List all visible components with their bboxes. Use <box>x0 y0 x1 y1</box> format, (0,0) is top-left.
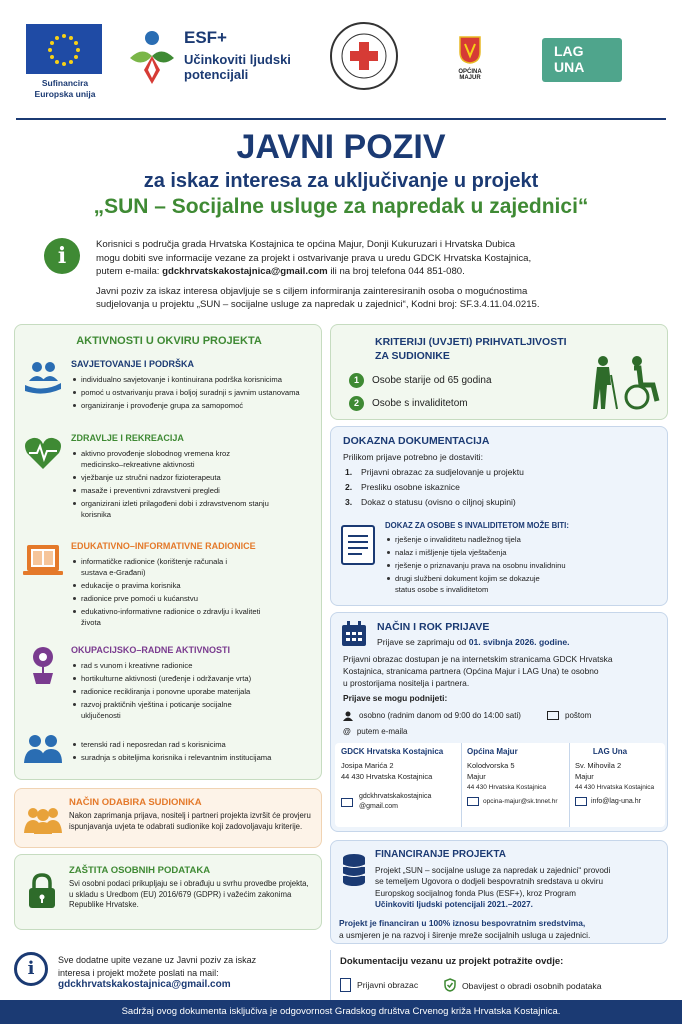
option-post: poštom <box>565 711 592 720</box>
option-person: osobno (radnim danom od 9:00 do 14:00 sati) <box>359 711 521 721</box>
footer-email[interactable]: gdckhrvatskakostajnica@gmail.com <box>58 979 231 990</box>
criteria-box <box>330 324 668 420</box>
info-icon: i <box>44 238 80 274</box>
mail-icon <box>341 798 353 807</box>
list-item: razvoj praktičnih vještina i poticanje socijalne uključenosti <box>71 699 251 721</box>
eu-caption: Sufinancira <box>41 78 89 88</box>
esf-flower-icon <box>122 28 182 90</box>
list-item: edukacije o pravima korisnika <box>71 580 317 591</box>
esf-subtitle: Učinkoviti ljudski <box>184 52 291 67</box>
lock-icon <box>27 873 57 914</box>
list-item: rješenje o priznavanju prava na osobnu invalidninu <box>385 560 661 571</box>
activities-heading: AKTIVNOSTI U OKVIRU PROJEKTA <box>76 335 262 347</box>
funding-box <box>330 840 668 944</box>
header-divider <box>16 118 666 120</box>
plant-pot-icon <box>25 645 61 690</box>
document-icon <box>340 978 351 992</box>
opcina-caption: OPĆINA <box>458 69 482 75</box>
funding-heading: FINANCIRANJE PROJEKTA <box>375 849 506 860</box>
mail-icon <box>547 711 559 720</box>
coins-icon <box>341 853 367 892</box>
esf-logo <box>122 28 182 90</box>
disclaimer-text: Sadržaj ovog dokumenta isključiva je odgovornost Gradskog društva Crvenog križa Hrvatska Kostajnica. <box>121 1006 561 1017</box>
funding-text: Učinkoviti ljudski potencijali 2021.–2027. <box>375 900 533 909</box>
deadline-text: Prijave se zaprimaju od <box>377 637 469 647</box>
criteria-heading: ZA SUDIONIKE <box>375 350 450 362</box>
funding-text: se temeljem Ugovora o dodjeli bespovratnih sredstava u okviru <box>375 877 604 886</box>
list-item: terenski rad i neposredan rad s korisnicima <box>71 739 317 750</box>
info-circle-icon: i <box>14 952 48 986</box>
list-item: pomoć u ostvarivanju prava i boljoj suradnji s javnim ustanovama <box>71 387 317 398</box>
application-heading: NAČIN I ROK PRIJAVE <box>377 621 490 633</box>
document-icon <box>341 525 375 565</box>
criteria-number: 2 <box>349 396 364 411</box>
contact-address: Kolodvorska 5 <box>467 761 515 770</box>
shield-check-icon <box>444 978 456 994</box>
intro-text: mogu dobiti sve informacije vezane za projekt i ostvarivanje prava u uredu GDCK Hrvatska Kostajnica, <box>96 252 532 264</box>
documents-heading: DOKAZNA DOKUMENTACIJA <box>343 435 490 447</box>
intro-text: Javni poziv za iskaz interesa objavljuje se s ciljem informiranja zainteresiranih osoba o mogućnostima <box>96 285 528 297</box>
group-title: SAVJETOVANJE I PODRŠKA <box>71 359 195 369</box>
intro-text: putem e-maila: <box>96 266 163 277</box>
esf-title: ESF+ <box>184 28 227 47</box>
mail-icon <box>467 797 479 806</box>
list-item: organiziranje i provođenje grupa za samopomoć <box>71 400 317 411</box>
documents-intro: Prilikom prijave potrebno je dostaviti: <box>343 452 483 462</box>
contact-email[interactable]: opcina-majur@sk.tnnet.hr <box>483 798 558 805</box>
list-item: nalaz i mišljenje tijela vještačenja <box>385 547 661 558</box>
submission-heading: Prijave se mogu podnijeti: <box>343 693 448 703</box>
laptop-book-icon <box>23 543 63 584</box>
privacy-heading: ZAŠTITA OSOBNIH PODATAKA <box>69 865 211 876</box>
intro-text: ili na broj telefona 044 851-080. <box>327 266 465 277</box>
application-form-link[interactable]: Prijavni obrazac <box>357 980 419 990</box>
lag-una-logo <box>542 38 622 82</box>
list-item: aktivno provođenje slobodnog vremena kroz medicinsko–rekreativne aktivnosti <box>71 448 271 470</box>
group-people-icon <box>23 805 63 840</box>
deadline-date: 01. svibnja 2026. godine. <box>468 637 570 647</box>
selection-heading: NAČIN ODABIRA SUDIONIKA <box>69 797 202 808</box>
application-text: u prostorijama nositelja i partnera. <box>343 678 470 688</box>
list-item: drugi službeni dokument kojim se dokazuje status osobe s invaliditetom <box>385 573 545 595</box>
eu-logo <box>26 24 102 74</box>
contact-email[interactable]: gdckhrvatskakostajnica @gmail.com <box>359 793 432 810</box>
opcina-majur-logo <box>453 36 487 81</box>
contact-address: 44 430 Hrvatska Kostajnica <box>575 784 655 791</box>
group-title: ZDRAVLJE I REKREACIJA <box>71 433 184 443</box>
page-subtitle: za iskaz interesa za uključivanje u projekt <box>143 170 539 192</box>
contact-address: Majur <box>467 772 486 781</box>
elderly-wheelchair-icon <box>587 355 663 416</box>
documents-link-heading: Dokumentaciju vezanu uz projekt potražite ovdje: <box>340 956 564 967</box>
doc-number: 3. <box>345 497 353 507</box>
contact-email[interactable]: info@lag-una.hr <box>591 798 641 805</box>
funding-text: Projekt „SUN – socijalne usluge za napredak u zajednici“ provodi <box>375 865 611 875</box>
lag-text: UNA <box>554 59 585 75</box>
esf-subtitle: potencijali <box>184 67 249 82</box>
contact-name: Općina Majur <box>467 747 518 756</box>
activities-box <box>14 324 322 780</box>
at-icon: @ <box>343 727 351 736</box>
criteria-number: 1 <box>349 373 364 388</box>
application-box <box>330 612 668 832</box>
mail-icon <box>575 797 587 806</box>
contact-name: LAG Una <box>592 747 628 756</box>
calendar-icon <box>341 621 367 652</box>
doc-number: 2. <box>345 482 353 492</box>
footer-question: Sve dodatne upite vezane uz Javni poziv za iskaz <box>58 955 257 965</box>
list-item: suradnja s obiteljima korisnika i relevantnim institucijama <box>71 752 317 763</box>
contact-address: Josipa Marića 2 <box>341 761 394 770</box>
opcina-caption: MAJUR <box>459 75 481 81</box>
page-title: JAVNI POZIV <box>236 128 446 166</box>
criteria-heading: KRITERIJI (UVJETI) PRIHVATLJIVOSTI <box>375 336 567 348</box>
disability-heading: DOKAZ ZA OSOBE S INVALIDITETOM MOŽE BITI: <box>385 521 569 530</box>
group-title: OKUPACIJSKO–RADNE AKTIVNOSTI <box>71 645 231 655</box>
privacy-box <box>14 854 322 930</box>
group-title: EDUKATIVNO–INFORMATIVNE RADIONICE <box>71 541 256 551</box>
selection-box <box>14 788 322 848</box>
disclaimer-bar <box>0 1000 682 1024</box>
list-item: vježbanje uz stručni nadzor fizioterapeuta <box>71 472 317 483</box>
intro-text: Korisnici s područja grada Hrvatska Kostajnica te općina Majur, Donji Kukuruzari i Hrvatska Dubica <box>96 239 516 250</box>
list-item: informatičke radionice (korištenje računala i sustava e-Građani) <box>71 556 241 578</box>
list-item: rješenje o invaliditetu nadležnog tijela <box>385 534 661 545</box>
selection-text: Nakon zaprimanja prijava, nositelj i partneri projekta izvršit će provjeru ispunjavanja uvjeta te odabrati sudionike koji zadovoljavaju kriterije. <box>69 811 311 831</box>
doc-item: Presliku osobne iskaznice <box>361 482 460 492</box>
intro-text: sudjelovanja u projektu „SUN – socijalne usluge za napredak u zajednici“, Kodni broj: SF.3.4.11.04.0215. <box>96 299 540 310</box>
eu-caption: Europska unija <box>34 89 96 99</box>
documents-box <box>330 426 668 606</box>
eu-stars-icon <box>26 24 102 74</box>
option-email: putem e-maila <box>356 727 408 736</box>
application-text: Prijavni obrazac dostupan je na internetskim stranicama GDCK Hrvatska <box>343 654 613 664</box>
list-item: masaže i preventivni zdravstveni pregledi <box>71 485 317 496</box>
list-item: individualno savjetovanje i kontinuirana podrška korisnicima <box>71 374 317 385</box>
doc-number: 1. <box>345 467 353 477</box>
funding-text: Europskog socijalnog fonda Plus (ESF+), kroz Program <box>375 888 576 898</box>
red-cross-logo <box>330 22 398 90</box>
doc-item: Dokaz o statusu (ovisno o ciljnoj skupini) <box>361 497 516 507</box>
project-name: „SUN – Socijalne usluge za napredak u zajednici“ <box>93 195 589 218</box>
people-icon <box>23 733 63 770</box>
coat-of-arms-icon <box>459 36 481 64</box>
list-item: radionice prve pomoći u kućanstvu <box>71 593 317 604</box>
intro-email[interactable]: gdckhrvatskakostajnica@gmail.com <box>162 266 328 277</box>
support-icon <box>23 359 63 400</box>
person-icon <box>343 711 353 721</box>
funding-note: a usmjeren je na razvoj i širenje mreže socijalnih usluga u zajednici. <box>339 930 591 940</box>
privacy-text: Svi osobni podaci prikupljaju se i obrađuju u svrhu provedbe projekta, u skladu s Uredbom (EU) 2016/679 (GDPR) i važećim zakonima Republike Hrvatske. <box>69 879 309 909</box>
contact-address: Majur <box>575 772 594 781</box>
lag-text: LAG <box>554 43 584 59</box>
list-item: edukativno-informativne radionice o zdravlju i kvaliteti života <box>71 606 261 628</box>
footer-question: interesa i projekt možete poslati na mail: <box>58 967 219 978</box>
contact-address: 44 430 Hrvatska Kostajnica <box>341 772 433 781</box>
doc-item: Prijavni obrazac za sudjelovanje u projektu <box>361 467 524 477</box>
list-item: radionice recikliranja i ponovne uporabe materijala <box>71 686 317 697</box>
contact-name: GDCK Hrvatska Kostajnica <box>341 747 444 756</box>
red-cross-icon <box>332 24 396 88</box>
criteria-item: Osobe s invaliditetom <box>372 398 468 409</box>
privacy-notice-link[interactable]: Obavijest o obradi osobnih podataka <box>462 981 602 991</box>
contacts-table <box>335 743 665 827</box>
list-item: organizirani izleti prilagođeni dobi i zdravstvenom stanju korisnika <box>71 498 281 520</box>
contact-address: Sv. Mihovila 2 <box>575 761 622 770</box>
funding-note: Projekt je financiran u 100% iznosu bespovratnim sredstvima, <box>339 918 586 928</box>
heart-icon <box>23 435 63 476</box>
list-item: hortikulturne aktivnosti (uređenje i održavanje vrta) <box>71 673 317 684</box>
application-text: Kostajnica, stranicama partnera (Općina Majur i LAG Una) te osobno <box>343 666 599 676</box>
list-item: rad s vunom i kreativne radionice <box>71 660 317 671</box>
contact-address: 44 430 Hrvatska Kostajnica <box>467 784 547 791</box>
criteria-item: Osobe starije od 65 godina <box>372 375 492 386</box>
